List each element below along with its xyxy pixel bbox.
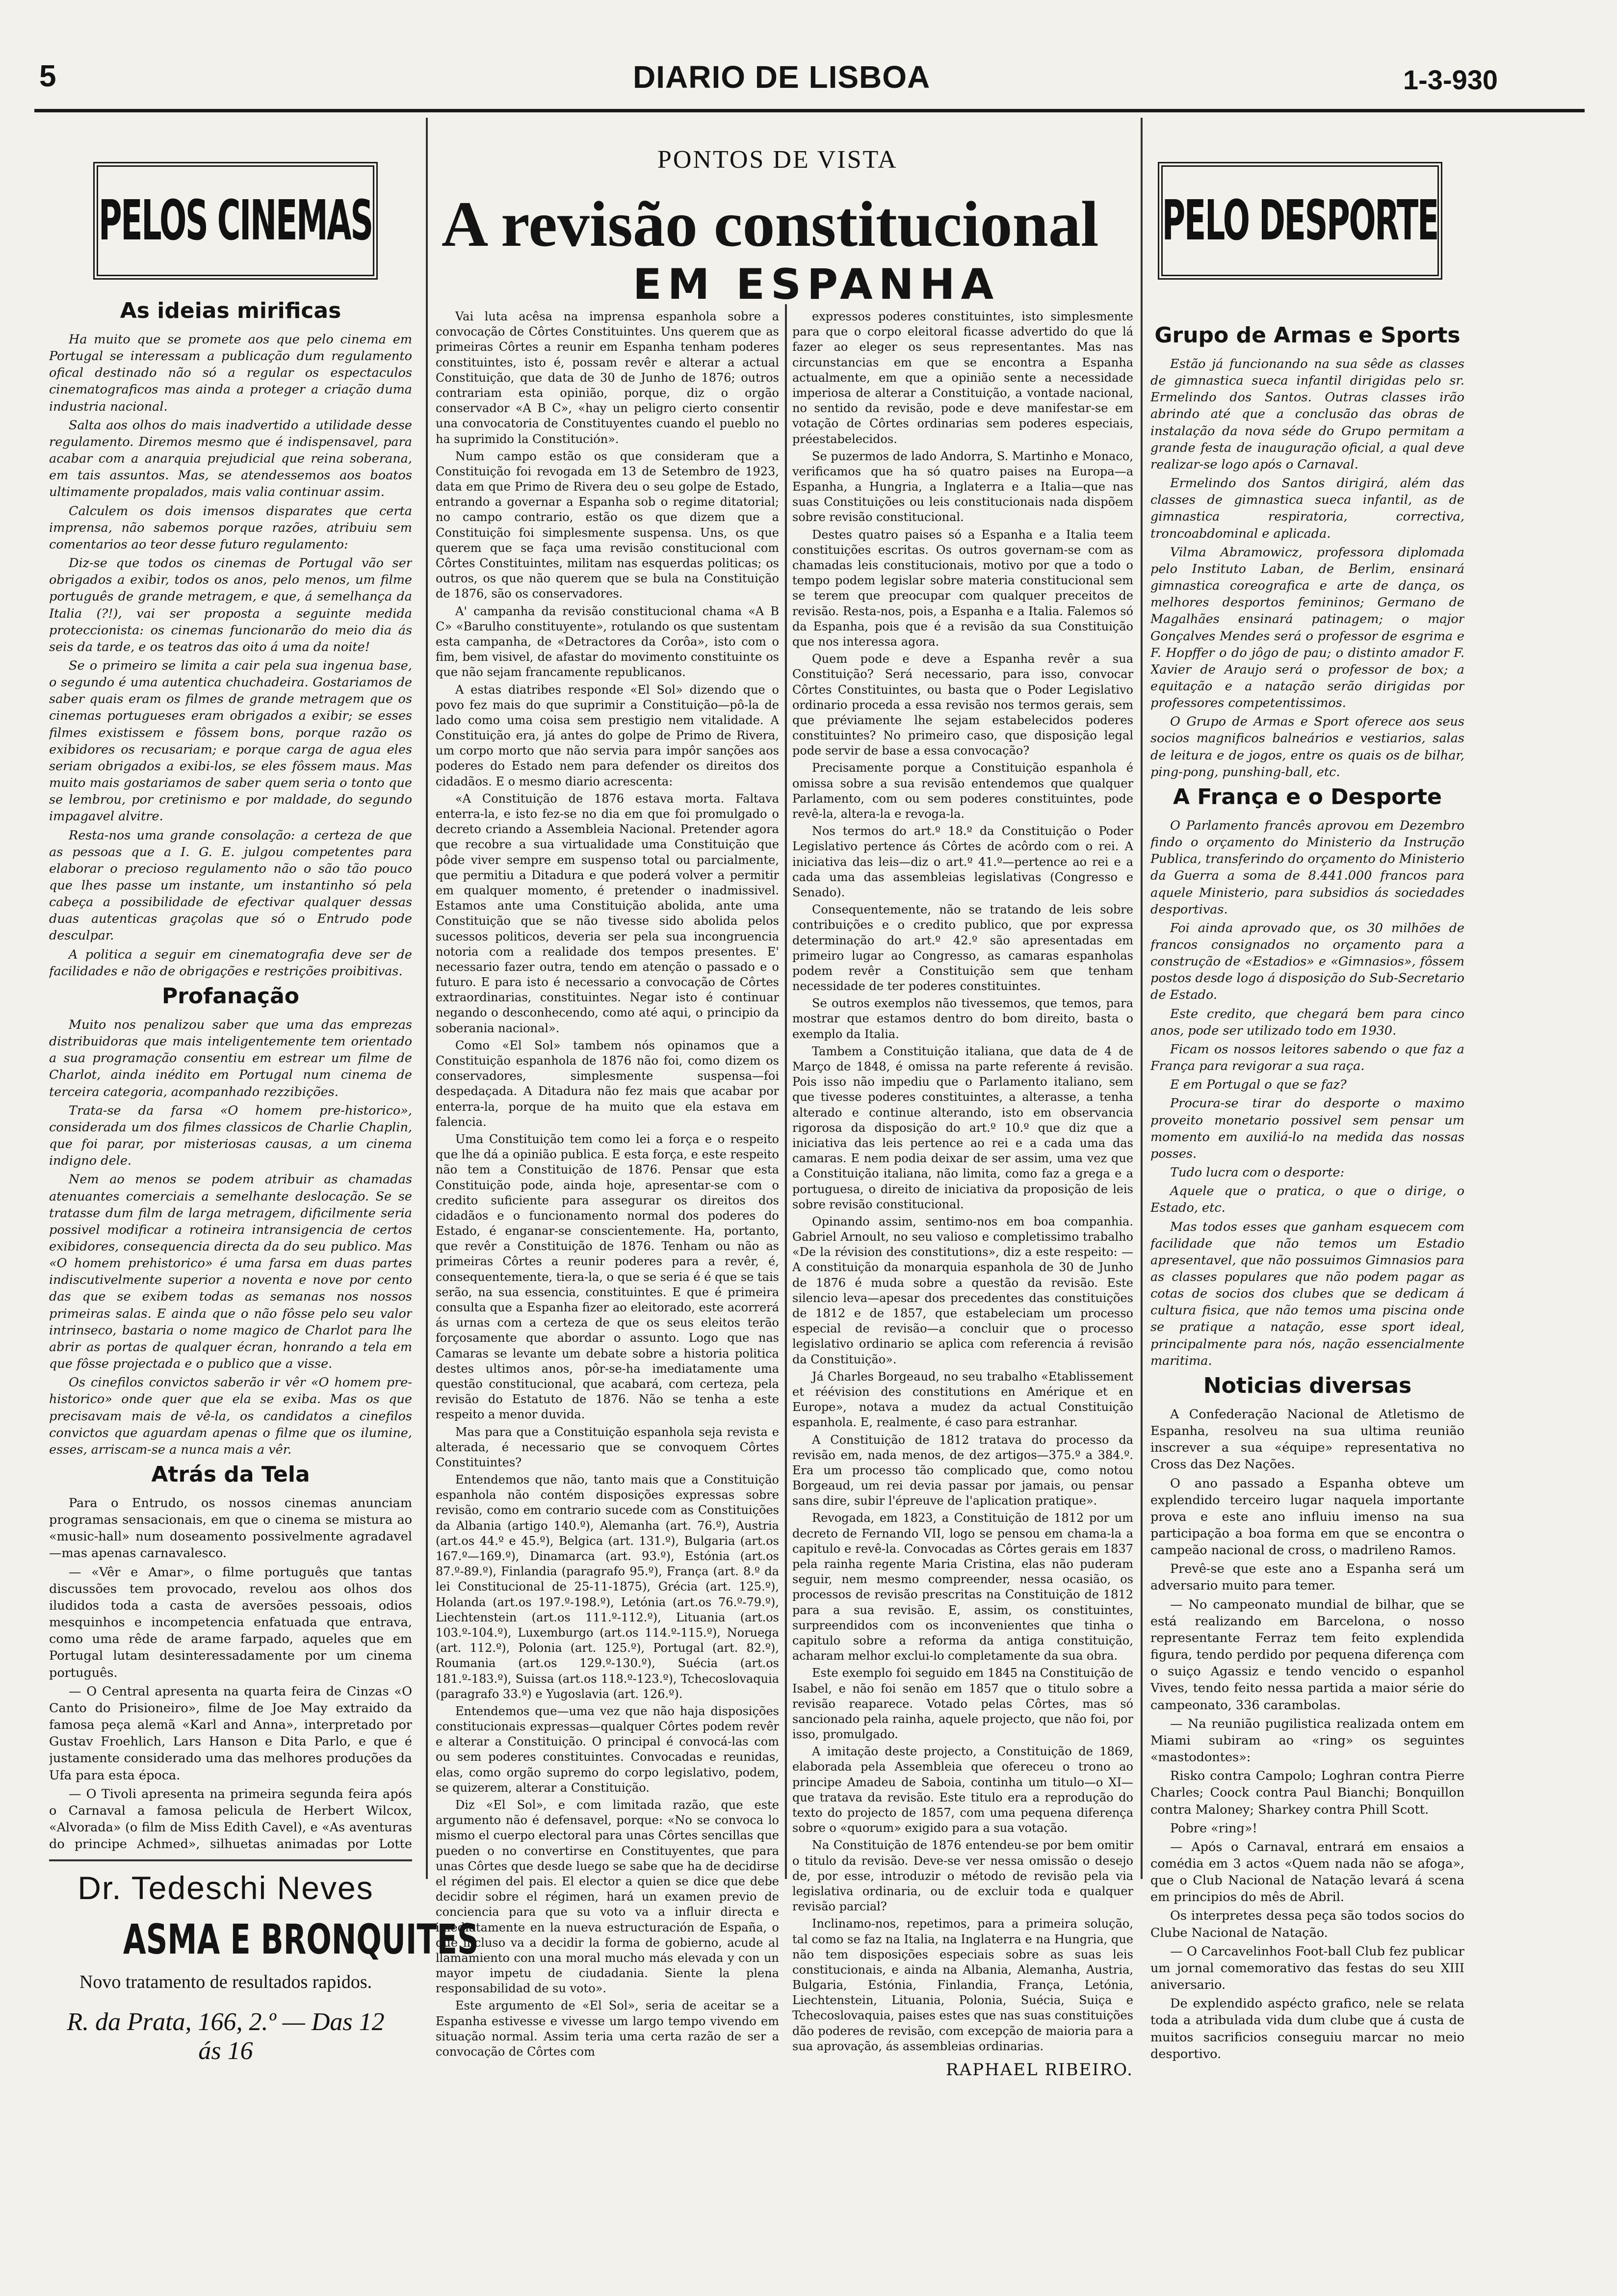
article-body [1150,356,1464,781]
paragraph: Nem ao menos se podem atribuir as chamadas atenuantes comerciais a semelhante deslocação. Se se tratasse dum film de larga metragem, dificilmente seria possivel modificar a rotineira intransigencia de certos exibidores, consequencia directa da do seu publico. Mas «O homem prehistorico» é uma farsa em duas partes indiscutivelmente superior a noventa e nove por cento das que se exibem todas as semanas nos nossos primeiras salas. E ainda que o não fôsse pelo seu valor intrinseco, bastaria o nome magico de Charlot para lhe abrir as portas de qualquer écran, honrando a tela em que fôsse projectada e o publico que a visse. [49,1172,412,1372]
paragraph: A imitação deste projecto, a Constituição de 1869, elaborada pela Assembleia que ofereceu o trono ao principe Amadeu de Saboia, continha um titulo—o XI—que tratava da revisão. Este titulo era a reprodução do texto do projecto de 1857, com uma pequena diferença sobre o «quorum» exigido para a sua votação. [792,1745,1133,1835]
paragraph: Salta aos olhos do mais inadvertido a utilidade desse regulamento. Diremos mesmo que é indispensavel, para acabar com a anarquia prejudicial que reina soberana, em tais assuntos. Mas, se atendessemos aos boatos ultimamente propalados, mais valia continuar assim. [49,417,412,500]
paragraph: Os interpretes dessa peça são todos socios do Clube Nacional de Natação. [1150,1908,1464,1940]
article-title: Atrás da Tela [151,1462,310,1487]
paragraph: — Após o Carnaval, entrará em ensaios a comédia em 3 actos «Quem nada não se afoga», que o Club Nacional de Natação levará á scena em principios do mês de Abril. [1150,1839,1464,1905]
paragraph: Mas para que a Constituição espanhola seja revista e alterada, é necessario que se convoquem Côrtes Constituintes? [436,1425,779,1469]
paragraph: Entendemos que—uma vez que não haja disposições constitucionais expressas—qualquer Côrtes podem revêr e alterar a Constituição. O principal é convocá-las com ou sem poderes constituintes. Convocadas e reunidas, elas, como orgão supremo do corpo legislativo, podem, se quizerem, alterar a Constituição. [436,1704,779,1795]
paragraph: Trata-se da farsa «O homem pre-historico», considerada um dos filmes classicos de Charlie Chaplin, que foi parar, por misteriosas causas, a um cinema indigno dele. [49,1103,412,1169]
paragraph: — O Tivoli apresenta na primeira segunda feira após o Carnaval a famosa pelicula de Herbert Wilcox, «Alvorada» (o film de Miss Edith Cavel), e «As aventuras do principe Achmed», silhuetas animadas por Lotte [49,1786,412,1852]
paragraph: Na Constituição de 1876 entendeu-se por bem omitir o titulo da revisão. Deve-se ver nessa omissão o desejo de, por esse, introduzir o método de revisão pela via legislativa ordinaria, ou de excluir toda e qualquer revisão parcial? [792,1838,1133,1914]
article-title: A França e o Desporte [1173,784,1442,809]
paragraph: Opinando assim, sentimo-nos em boa companhia. Gabriel Arnoult, no seu valioso e completissimo trabalho «De la révision des constitutions», diz a este respeito: —A constituição da monarquia espanhola de 30 de Junho de 1876 é muda sobre a questão da revisão. Este silencio leva—apesar dos precedentes das constituições de 1812 e de 1857, que estabeleciam um processo especial de revisão—a concluir que o processo legislativo ordinario se aplica com referencia á revisão da Constituição». [792,1214,1133,1366]
paragraph: Num campo estão os que consideram que a Constituição foi revogada em 13 de Setembro de 1923, data em que Primo de Rivera deu o seu golpe de Estado, entrando a governar a Espanha sob o regime ditatorial; no campo contrario, estão os que dizem que a Constituição foi simplesmente suspensa. Uns, os que querem que se faça uma revisão constitucional com Côrtes Constituintes, militam nas esquerdas politicas; os outros, os que não querem que se bula na Constituição de 1876, são os conservadores. [436,449,779,601]
paragraph: Resta-nos uma grande consolação: a certeza de que as pessoas que a I. G. E. julgou competentes para elaborar o precioso regulamento não o são tão pouco que lhes passe um instante, um instantinho só pela cabeça a possibilidade de efectivar qualquer dessas duas autenticas graçolas que só o Entrudo pode desculpar. [49,828,412,943]
paragraph: — O Carcavelinhos Foot-ball Club fez publicar um jornal comemorativo das festas do seu XIII aniversario. [1150,1944,1464,1993]
paragraph: — O Central apresenta na quarta feira de Cinzas «O Canto do Prisioneiro», filme de Joe May extraido da famosa peça alemã «Karl and Anna», interpretado por Gustav Froehlich, Lars Hanson e Dita Parlo, e que é justamente considerado uma das melhores produções da Ufa para esta época. [49,1684,412,1783]
paragraph: expressos poderes constituintes, isto simplesmente para que o corpo eleitoral ficasse advertido do que lá fazer ao eleger os seus representantes. Mas nas circunstancias em que se encontra a Espanha actualmente, em que a opinião sente a necessidade imperiosa de alterar a Constituição, a vontade nacional, no sentido da revisão, pode e deve manifestar-se em votação de Côrtes ordinarias sem poderes especiais, préestabelecidos. [792,310,1133,446]
paragraph: Prevê-se que este ano a Espanha será um adversario muito para temer. [1150,1562,1464,1593]
ad-tagline: Novo tratamento de resultados rapidos. [79,1972,372,1992]
paragraph: Ermelindo dos Santos dirigirá, além das classes de gimnastica sueca infantil, as de gimnastica respiratoria, correctiva, troncoabdominal e aplicada. [1150,476,1464,541]
article-title: Grupo de Armas e Sports [1154,323,1461,348]
paragraph: Se puzermos de lado Andorra, S. Martinho e Monaco, verificamos que ha só quatro paises na Europa—a Espanha, a Hungria, a Inglaterra e a Italia—que nas suas Constituições ou leis constitucionais nada dispõem sobre revisão constitucional. [792,449,1133,524]
article-title: As ideias mirificas [120,298,341,323]
paragraph: — Na reunião pugilistica realizada ontem em Miami subiram ao «ring» os seguintes «mastodontes»: [1150,1716,1464,1765]
article-body [49,331,412,980]
paragraph: Revogada, em 1823, a Constituição de 1812 por um decreto de Fernando VII, logo se pensou em chama-la a capitulo e revê-la. Convocadas as Côrtes gerais em 1837 pela rainha regente Maria Cristina, elas não puderam seguir, nem mesmo compreender, nessa ocasião, os processos de revisão prescritas na Constituição de 1812 para a sua revisão. E, assim, os constituintes, surpreendidos com os inconvenientes que tinha o capitulo sobre a reforma da antiga constituição, acharam melhor exclui-lo completamente da sua obra. [792,1511,1133,1663]
paragraph: O Parlamento francês aprovou em Dezembro findo o orçamento do Ministerio da Instrução Publica, transferindo do orçamento do Ministerio da Guerra a soma de 8.441.000 francos para aquele Ministerio, para subsidios ás sociedades desportivas. [1150,818,1464,917]
paragraph: Pobre «ring»! [1170,1821,1257,1836]
paragraph: Mas todos esses que ganham esquecem com facilidade que não temos um Estadio apresentavel, que não possuimos Gimnasios para as classes populares que não podem pagar as cotas de socios dos clubes que se dedicam á cultura fisica, que não temos uma piscina onde se pratique a natação, esse sport ideal, principalmente para nós, nação essencialmente maritima. [1150,1219,1464,1368]
newspaper-name: DIARIO DE LISBOA [633,59,931,95]
paragraph: Quem pode e deve a Espanha revêr a sua Constituição? Será necessario, para isso, convocar Côrtes Constituintes, ou basta que o Poder Legislativo ordinario proceda a essa revisão nos termos gerais, sem que préviamente lhe sejam estabelecidos poderes constituintes? No primeiro caso, que disposição legal pode servir de base a essa convocação? [792,652,1133,758]
paragraph: Nos termos do art.º 18.º da Constituição o Poder Legislativo pertence ás Côrtes de acôrdo com o rei. A iniciativa das leis—diz o art.º 41.º—pertence ao rei e a cada uma das assembleias legislativas (Congresso e Senado). [792,824,1133,899]
paragraph: Este credito, que chegará bem para cinco anos, pode ser utilizado todo em 1930. [1150,1006,1464,1038]
paragraph: Calculem os dois imensos disparates que certa imprensa, não sabemos porque razões, atribuiu sem comentarios ao teor desse futuro regulamento: [49,503,412,552]
paragraph: Se o primeiro se limita a cair pela sua ingenua base, o segundo é uma autentica chuchadeira. Gostariamos de saber quais eram os filmes de grande metragem que os cinemas portugueses eram obrigados a exibir; se esses filmes existissem e fôssem bons, porque razão os exibidores os recusariam; e porque carga de agua eles seriam obrigados a exibi-los, se eles fôssem maus. Mas muito mais gostariamos de saber quem seria o tonto que se lembrou, por cretinismo e por maldade, do segundo impagavel alvitre. [49,658,412,824]
page-number: 5 [39,59,56,93]
paragraph: Precisamente porque a Constituição espanhola é omissa sobre a sua revisão entendemos que qualquer Parlamento, com ou sem poderes constituintes, pode revê-la, altera-la e revoga-la. [792,761,1133,821]
article-body [436,309,779,2060]
paragraph: Ficam os nossos leitores sabendo o que faz a França para revigorar a sua raça. [1150,1042,1464,1074]
paragraph: Inclinamo-nos, repetimos, para a primeira solução, tal como se faz na Italia, na Inglaterra e na Hungria, que não tem disposições especiais sobre as suas leis constitucionais, e ainda na Albania, Alemanha, Austria, Bulgaria, Estónia, Finlandia, França, Letónia, Liechtenstein, Lituania, Polonia, Suécia, Suiça e Tchecoslovaquia, paises estes que nas suas constituições dão poderes de revisão, com excepção de maioria para a sua aprovação, ás assembleias ordinarias. [792,1917,1133,2053]
paragraph: A politica a seguir em cinematografia deve ser de facilidades e não de obrigações e restrições proibitivas. [49,947,412,979]
paragraph: Se outros exemplos não tivessemos, que temos, para mostrar que estamos dentro do bom direito, basta o exemplo da Italia. [792,996,1133,1041]
paragraph: A Constituição de 1812 tratava do processo da revisão em, nada menos, de dez artigos—375.º a 384.º. Era um processo tão complicado que, como notou Borgeaud, um rei devia passar por jamais, ou pensar sans dire, subir l'épreuve de l'aplication pratique». [792,1433,1133,1508]
ad-specialty: ASMA E BRONQUITES [123,1915,479,1963]
paragraph: — «Vêr e Amar», o filme português que tantas discussões tem provocado, revelou aos olhos dos iludidos toda a casta de aversões pessoais, odios mesquinhos e incompetencia enfatuada que entrava, como uma rêde de arame farpado, aqueles que em Portugal lutam desinteressadamente por um cinema português. [49,1565,412,1680]
ad-doctor-name: Dr. Tedeschi Neves [78,1870,374,1906]
sports-column [1150,319,1464,2232]
paragraph: Vai luta acêsa na imprensa espanhola sobre a convocação de Côrtes Constituintes. Uns querem que as primeiras Côrtes a reunir em Espanha tenham poderes constituintes, isto é, possam revêr e alterar a actual Constituição, que data de 30 de Junho de 1876; outros contrariam esta opinião, porque, diz o orgão conservador «A B C», «hay un peligro cierto consentir una convocatoria de Constituyentes cuando el pueblo no ha suprimido la Constitución». [436,310,779,446]
paragraph: Destes quatro paises só a Espanha e a Italia teem constituições escritas. Os outros governam-se com as chamadas leis constitucionais, motivo por que a todo o tempo podem legislar sobre materia constitucional sem se terem que preocupar com qualquer preceitos de revisão. Resta-nos, pois, a Espanha e a Italia. Falemos só da Espanha, pois que é a revisão da sua Constituição que nos interessa agora. [792,527,1133,649]
article-title: Noticias diversas [1203,1373,1412,1398]
paragraph: E em Portugal o que se faz? [1170,1077,1347,1093]
paragraph: Para o Entrudo, os nossos cinemas anunciam programas sensacionais, em que o cinema se mistura ao «music-hall» num doseamento possivelmente agradavel—mas apenas carnavalesco. [49,1496,412,1561]
paragraph: Como «El Sol» tambem nós opinamos que a Constituição espanhola de 1876 não foi, como dizem os conservadores, simplesmente suspensa—foi despedaçada. A Ditadura não fez mais que acabar por enterra-la, porque de ha muito que ela estava em falencia. [436,1038,779,1129]
paragraph: A' campanha da revisão constitucional chama «A B C» «Barulho constituyente», rotulando os que sustentam esta campanha, de «Detractores da Corôa», isto com o fim, bem visivel, de afastar do movimento constituinte os que não sejam francamente republicanos. [436,604,779,679]
ad-rule [49,1859,412,1861]
article-body [49,1017,412,1458]
paragraph: Este argumento de «El Sol», seria de aceitar se a Espanha estivesse e vivesse um largo tempo vivendo em situação normal. Assim teria uma certa razão de ser a convocação de Côrtes com [436,1999,779,2059]
article-body [1150,817,1464,1369]
center-column-1 [436,309,779,2173]
center-column-2 [792,309,1133,2173]
article-body [1150,1406,1464,2062]
section-header-sports: PELO DESPORTE [1158,162,1442,280]
section-header-cinemas: PELOS CINEMAS [93,162,378,280]
paragraph: Estão já funcionando na sua sêde as classes de gimnastica sueca infantil dirigidas pelo sr. Ermelindo dos Santos. Outras classes irão abrindo até que a conclusão das obras de instalação da nova séde do Grupo permitam a grande festa de inauguração oficial, a qual deve realizar-se logo após o Carnaval. [1150,357,1464,472]
cinema-column [49,294,412,1854]
advertisement [54,1869,479,2065]
issue-date: 1-3-930 [1403,64,1498,95]
article-body [792,309,1133,2054]
paragraph: Os cinefilos convictos saberão ir vêr «O homem pre-historico» onde quer que ela se exiba. Mas os que precisavam mais de vê-la, os candidatos a cinefilos convictos que aguardam apenas o filme que os ilumine, esses, arriscam-se a nunca mais a vêr. [49,1375,412,1457]
article-body [49,1495,412,1854]
paragraph: Ha muito que se promete aos que pelo cinema em Portugal se interessam a publicação dum regulamento ofical destinado não só a regular os espectaculos cinematograficos mas ainda a proteger a criação duma industria nacional. [49,332,412,414]
paragraph: Este exemplo foi seguido em 1845 na Constituição de Isabel, e não foi senão em 1857 que o titulo sobre a revisão reaparece. Votado pelas Côrtes, mas só sancionado pela rainha, aquele projecto, que não foi, por isso, promulgado. [792,1666,1133,1742]
masthead-rule [34,109,1585,112]
paragraph: O Grupo de Armas e Sport oferece aos seus socios magnificos balneários e vestiarios, salas de leitura e de jogos, entre os quais os de bilhar, ping-pong, punshing-ball, etc. [1150,714,1464,780]
column-divider [426,118,428,1879]
paragraph: Muito nos penalizou saber que uma das emprezas distribuidoras que mais inteligentemente tem orientado a sua programação consentiu em estrear um filme de Charlot, ainda inédito em Portugal num cinema de terceira categoria, acompanhado rezzibições. [49,1017,412,1099]
paragraph: Consequentemente, não se tratando de leis sobre contribuições e o credito publico, que por expressa determinação do art.º 42.º são apresentadas em primeiro lugar ao Congresso, as camaras espanholas podem revêr a Constituição sem que tenham necessidade de ter poderes constituintes. [792,903,1133,993]
column-divider [785,304,787,1879]
paragraph: Entendemos que não, tanto mais que a Constituição espanhola não contém disposições expressas sobre revisão, como em contrario sucede com as Constituições da Albania (artigo 140.º), Alemanha (art. 76.º), Austria (art.os 44.º e 45.º), Belgica (art. 131.º), Bulgaria (art.os 167.º—169.º), Dinamarca (art. 93.º), Estónia (art.os 87.º-89.º), Finlandia (paragrafo 95.º), França (art. 8.º da lei Constitucional de 25-11-1875), Grécia (art. 125.º), Holanda (art.os 197.º-198.º), Letónia (art.os 76.º-79.º), Liechtenstein (art.os 111.º-112.º), Lituania (art.os 103.º-104.º), Luxemburgo (art.os 114.º-115.º), Noruega (art. 112.º), Polonia (art. 125.º), Portugal (art. 82.º), Roumania (art.os 129.º-130.º), Suécia (art.os 181.º-183.º), Suissa (art.os 118.º-123.º), Tchecoslovaquia (paragrafo 33.º) e Yugoslavia (art. 126.º). [436,1473,779,1701]
paragraph: O ano passado a Espanha obteve um explendido terceiro lugar naquela importante prova e este ano influiu imenso na sua participação a boa forma em que se encontra o campeão nacional de cross, o madrileno Ramos. [1150,1476,1464,1558]
article-title: Profanação [161,983,300,1009]
kicker: PONTOS DE VISTA [657,146,898,174]
paragraph: Foi ainda aprovado que, os 30 milhões de francos consignados no orçamento para a construção de «Estadios» e «Gimnasios», fôssem postos desde logo á disposição do Sub-Secretario de Estado. [1150,920,1464,1003]
paragraph: De explendido aspécto grafico, nele se relata toda a atribulada vida dum clube que á custa de muitos sacrificios conseguiu marcar no meio desportivo. [1150,1996,1464,2061]
paragraph: Procura-se tirar do desporte o maximo proveito monetario possivel sem pensar um momento em auxiliá-lo na medida das nossas posses. [1150,1096,1464,1161]
paragraph: Diz-se que todos os cinemas de Portugal vão ser obrigados a exibir, todos os anos, pelo menos, um filme português de grande metragem, e que, á semelhança da Italia (?!), vai ser proposta a seguinte medida proteccionista: os cinemas funcionarão do meio dia ás seis da tarde, e os teatros das oito á uma da noite! [49,556,412,654]
paragraph: Risko contra Campolo; Loghran contra Pierre Charles; Coock contra Paul Bianchi; Bonquillon contra Maloney; Sharkey contra Phill Scott. [1150,1769,1464,1817]
headline: A revisão constitucional [442,188,1099,260]
column-divider [1141,118,1143,1879]
paragraph: Tudo lucra com o desporte: [1170,1165,1345,1180]
paragraph: Uma Constituição tem como lei a força e o respeito que lhe dá a opinião publica. E esta força, e este respeito não tem a Constituição de 1876. Pensar que esta Constituição pode, ainda hoje, apresentar-se com o credito suficiente para assegurar os direitos dos cidadãos e o funcionamento normal dos poderes do Estado, é enganar-se conscientemente. Ha, portanto, que revêr a Constituição de 1876. Tenham ou não as primeiras Côrtes a reunir poderes para a revêr, é, consequentemente, tiera-la, o que se seria é é que se tais serão, na sua essencia, constituintes. E que é primeira consulta que a Espanha fizer ao eleitorado, este acorrerá ás urnas com a certeza de que os seus eleitos terão forçosamente que abordar o assunto. Logo que nas Camaras se levante um debate sobre a historia politica destes ultimos anos, pôr-se-ha imediatamente uma questão constitucional, que acabará, com certeza, pela revisão do Estatuto de 1876. Não se tenha a este respeito a menor duvida. [436,1132,779,1422]
paragraph: «A Constituição de 1876 estava morta. Faltava enterra-la, e isto fez-se no dia em que foi promulgado o decreto criando a Assembleia Nacional. Pretender agora que recobre a sua virtualidade uma Constituição que pôde viver sempre em suspenso total ou parcialmente, que permitiu a Ditadura e que poderá volver a permitir em qualquer momento, é pretender o inadmissivel. Estamos ante uma Constituição abolida, ante uma Constituição que se não tivesse sido abolida pelos sucessos politicos, deveria ser pela sua incongruencia notoria com a realidade dos tempos presentes. E' necessario fazer outra, tendo em atenção o passado e o futuro. E para isto é necessario a convocação de Côrtes extraordinarias, constituintes. Negar isto é continuar negando o desconhecendo, como até aqui, o principio da soberania nacional». [436,791,779,1035]
paragraph: Vilma Abramowicz, professora diplomada pelo Instituto Laban, de Berlim, ensinará gimnastica coreografica e arte de dança, os melhores desportos femininos; Germano de Magalhães ensinará patinagem; o major Gonçalves Mendes será o professor de esgrima e F. Hopffer o do jôgo de pau; o distinto amador F. Xavier de Araujo será o professor de box; a equitação e a natação serão dirigidas por professores competentissimos. [1150,545,1464,711]
byline: RAPHAEL RIBEIRO. [946,2060,1133,2080]
ad-address: R. da Prata, 166, 2.º — Das 12 ás 16 [67,2008,385,2065]
paragraph: Aquele que o pratica, o que o dirige, o Estado, etc. [1150,1184,1464,1216]
subheadline: EM ESPANHA [633,260,1000,309]
paragraph: A estas diatribes responde «El Sol» dizendo que o povo fez mais do que suprimir a Constituição—pô-la de lado como uma coisa sem prestigio nem vitalidade. A Constituição era, já antes do golpe de Primo de Rivera, um corpo morto que não servia para impôr sanções aos poderes do Estado nem para defender os direitos dos cidadãos. E o mesmo diario acrescenta: [436,682,779,788]
paragraph: Já Charles Borgeaud, no seu trabalho «Etablissement et réévision des constitutions en Amérique et en Europe», notava a mudez da actual Constituição espanhola. E, realmente, é caso para estranhar. [792,1369,1133,1430]
paragraph: Tambem a Constituição italiana, que data de 4 de Março de 1848, é omissa na parte referente á revisão. Pois isso não impediu que o Parlamento italiano, sem que tivesse poderes constituintes, a alterasse, a tenha alterado e continue alterando, isto em observancia rigorosa da disposição do art.º 10.º que diz que a iniciativa das leis pertence ao rei e a cada uma das camaras. E nem podia deixar de ser assim, uma vez que a Constituição italiana, não limita, como faz a grega e a portuguesa, o direito de iniciativa da proposição de leis sobre revisão constitucional. [792,1044,1133,1211]
paragraph: A Confederação Nacional de Atletismo de Espanha, resolveu na sua ultima reunião inscrever a sua «équipe» representativa no Cross das Dez Nações. [1150,1407,1464,1472]
paragraph: Diz «El Sol», e com limitada razão, que este argumento não é defensavel, porque: «No se convoca lo mismo el cuerpo electoral para unas Côrtes sencillas que pueden o no convertirse en Constituyentes, que para unas Côrtes que desde luego se sabe que ha de decidirse el régimen del pais. El elector a quien se dice que debe decidir sobre el régimen, hará un examen previo de conciencia para que su voto va a influir directa e imediatamente en la nueva estructuración de España, o que incluso va a decidir la forma de gobierno, acude al llamamiento con una moral mucho más elevada y con un mayor impetu de ciudadania. Siente la plena responsabilidad de su voto». [436,1798,779,1996]
paragraph: — No campeonato mundial de bilhar, que se está realizando em Barcelona, o nosso representante Ferraz tem feito explendida figura, tendo perdido por pequena diferença com o suiço Agassiz e tendo vencido o espanhol Vives, tendo feito nessa partida a maior série do campeonato, 336 carambolas. [1150,1597,1464,1713]
